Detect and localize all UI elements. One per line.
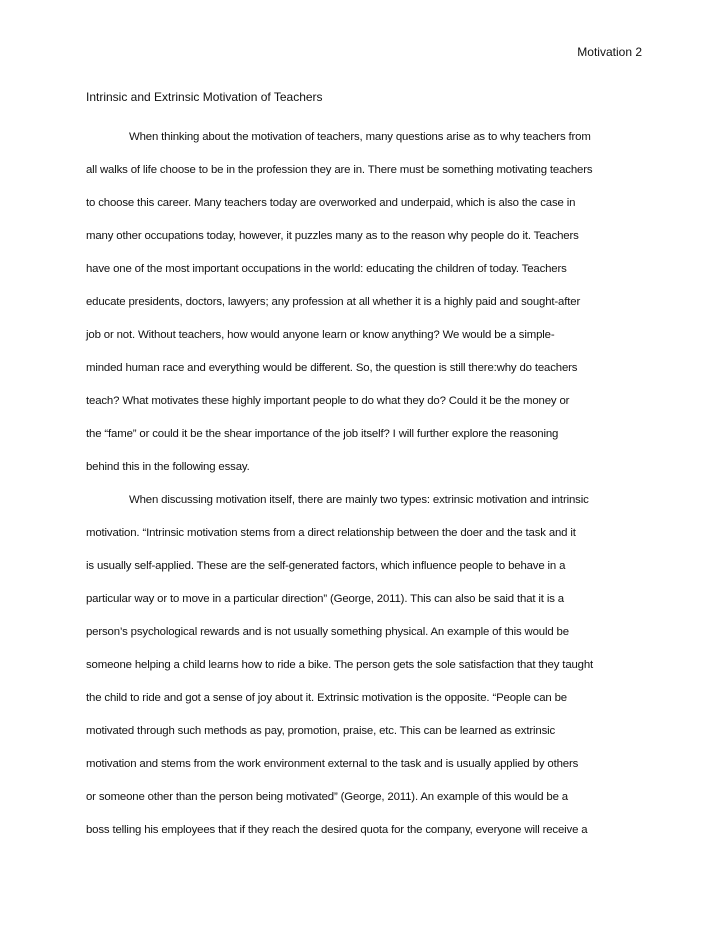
text-line: many other occupations today, however, it puzzles many as to the reason why people do it. Teachers — [86, 230, 579, 242]
paragraph-1 — [86, 129, 648, 492]
text-line: boss telling his employees that if they reach the desired quota for the company, everyone will receive a — [86, 824, 588, 836]
text-line: the “fame” or could it be the shear importance of the job itself? I will further explore the reasoning — [86, 428, 559, 440]
text-line: motivated through such methods as pay, promotion, praise, etc. This can be learned as extrinsic — [86, 725, 556, 737]
text-line: behind this in the following essay. — [86, 461, 250, 473]
text-line: all walks of life choose to be in the profession they are in. There must be something motivating teachers — [86, 164, 593, 176]
text-line: teach? What motivates these highly important people to do what they do? Could it be the money or — [86, 395, 570, 407]
text-line: is usually self-applied. These are the self-generated factors, which influence people to behave in a — [86, 560, 566, 572]
text-line: someone helping a child learns how to ride a bike. The person gets the sole satisfaction that they taught — [86, 659, 594, 671]
text-line: person’s psychological rewards and is not usually something physical. An example of this would be — [86, 626, 569, 638]
text-line: the child to ride and got a sense of joy about it. Extrinsic motivation is the opposite. “People can be — [86, 692, 567, 704]
running-head: Motivation 2 — [577, 45, 642, 59]
text-line: motivation and stems from the work environment external to the task and is usually applied by others — [86, 758, 579, 770]
text-line: have one of the most important occupations in the world: educating the children of today. Teachers — [86, 263, 567, 275]
text-line: particular way or to move in a particular direction” (George, 2011). This can also be said that it is a — [86, 593, 564, 605]
text-line: educate presidents, doctors, lawyers; any profession at all whether it is a highly paid and sought-after — [86, 296, 581, 308]
text-line: motivation. “Intrinsic motivation stems from a direct relationship between the doer and the task and it — [86, 527, 576, 539]
paragraph-2 — [86, 492, 648, 855]
text-line: or someone other than the person being motivated” (George, 2011). An example of this would be a — [86, 791, 568, 803]
text-line: minded human race and everything would be different. So, the question is still there:why do teachers — [86, 362, 578, 374]
text-line: When discussing motivation itself, there are mainly two types: extrinsic motivation and intrinsic — [129, 494, 589, 506]
document-title: Intrinsic and Extrinsic Motivation of Teachers — [86, 90, 323, 104]
text-line: job or not. Without teachers, how would anyone learn or know anything? We would be a simple- — [86, 329, 555, 341]
text-line: When thinking about the motivation of teachers, many questions arise as to why teachers from — [129, 131, 591, 143]
text-line: to choose this career. Many teachers today are overworked and underpaid, which is also the case in — [86, 197, 576, 209]
